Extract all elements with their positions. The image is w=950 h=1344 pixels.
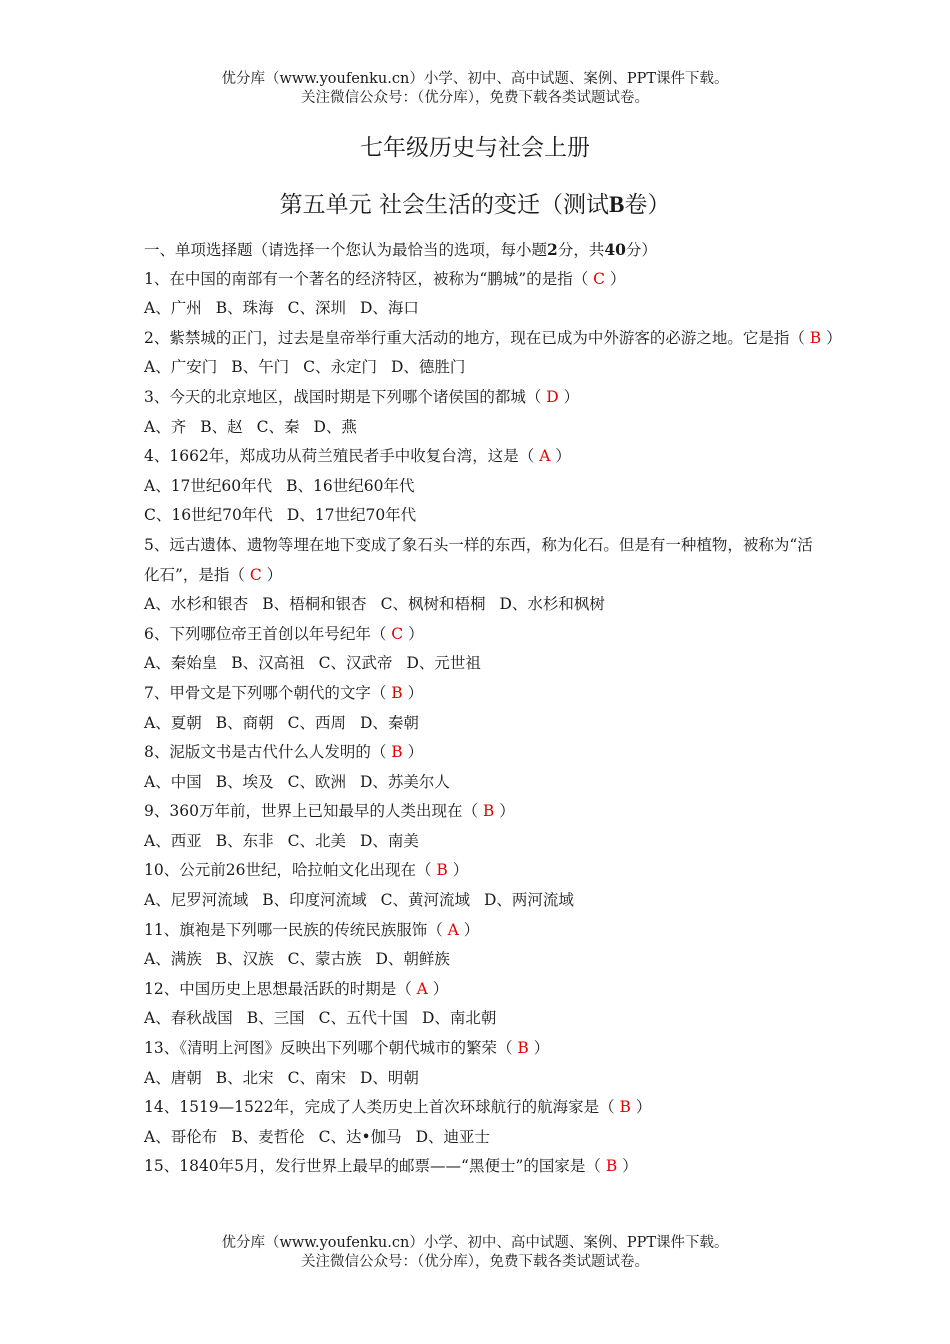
- option-4: D、南美: [359, 831, 419, 850]
- question-close: ）: [407, 743, 424, 762]
- document-title: 七年级历史与社会上册: [360, 135, 590, 161]
- footer-line-2: 关注微信公众号：（优分库），免费下载各类试题试卷。: [301, 1254, 649, 1270]
- option-3: C、达•伽马: [318, 1127, 402, 1146]
- question-close: ）: [266, 565, 283, 584]
- option-1: A、广安门: [144, 358, 218, 377]
- question-12: [144, 975, 814, 1005]
- option-3: C、枫树和梧桐: [380, 595, 486, 614]
- option-3: C、深圳: [287, 299, 346, 318]
- option-3: C、蒙古族: [287, 950, 362, 969]
- question-close: ）: [622, 1157, 638, 1176]
- header-line-1: 优分库（www.youfenku.cn）小学、初中、高中试题、案例、PPT课件下载。: [221, 71, 729, 87]
- options-line: [144, 709, 814, 739]
- question-4: [144, 442, 814, 472]
- page-footer: [0, 1234, 950, 1272]
- section-points: 2: [547, 240, 558, 259]
- question-6: [144, 620, 814, 650]
- question-answer: B: [614, 1098, 636, 1117]
- question-close: ）: [452, 861, 469, 880]
- question-7: [144, 679, 814, 709]
- option-1: A、广州: [144, 299, 202, 318]
- option-2: B、北宋: [215, 1068, 274, 1087]
- option-2: B、梧桐和银杏: [262, 595, 367, 614]
- options-line-2: [144, 501, 814, 531]
- question-text: 4、1662年，郑成功从荷兰殖民者手中收复台湾，这是（: [144, 447, 535, 466]
- section-prefix: 一、单项选择题（请选择一个您认为最恰当的选项，每小题: [144, 241, 548, 259]
- option-3: C、黄河流域: [380, 891, 470, 910]
- question-text: 5、远古遗体、遗物等埋在地下变成了象石头一样的东西，称为化石。但是有一种植物，被称为“活化石”，是指（: [144, 535, 813, 584]
- page-header: [0, 70, 950, 108]
- option-4: D、秦朝: [359, 713, 419, 732]
- option-2: B、印度河流域: [262, 891, 367, 910]
- question-close: ）: [635, 1098, 652, 1117]
- option-1: A、17世纪60年代: [144, 476, 273, 495]
- option-2: B、汉高祖: [231, 654, 305, 673]
- option-2: D、17世纪70年代: [286, 506, 417, 525]
- option-2: B、麦哲伦: [231, 1127, 305, 1146]
- option-4: D、水杉和枫树: [499, 595, 605, 614]
- question-11: [144, 916, 814, 946]
- question-close: ）: [609, 269, 626, 288]
- option-4: D、朝鲜族: [375, 950, 450, 969]
- option-1: A、秦始皇: [144, 654, 218, 673]
- question-close: ）: [407, 683, 424, 702]
- question-close: ）: [463, 920, 480, 939]
- option-3: C、南宋: [287, 1068, 346, 1087]
- option-3: C、西周: [287, 713, 346, 732]
- option-1: A、齐: [144, 417, 187, 436]
- options-line: [144, 886, 814, 916]
- options-line: [144, 353, 814, 383]
- question-5: [144, 531, 814, 590]
- option-2: B、赵: [200, 417, 243, 436]
- question-15: [144, 1152, 814, 1182]
- option-4: D、明朝: [359, 1068, 419, 1087]
- option-1: A、唐朝: [144, 1068, 202, 1087]
- document-subtitle: [0, 190, 950, 220]
- options-line: [144, 1123, 814, 1153]
- options-line: [144, 827, 814, 857]
- question-1: [144, 265, 814, 295]
- question-text: 13、《清明上河图》反映出下列哪个朝代城市的繁荣（: [144, 1039, 513, 1058]
- question-answer: C: [588, 269, 610, 288]
- option-2: B、午门: [231, 358, 290, 377]
- option-1: A、春秋战国: [144, 1009, 233, 1028]
- option-4: D、苏美尔人: [359, 772, 450, 791]
- question-text: 11、旗袍是下列哪一民族的传统民族服饰（: [144, 920, 443, 939]
- option-4: D、迪亚士: [415, 1127, 491, 1146]
- question-2: [144, 324, 842, 354]
- question-text: 10、公元前26世纪，哈拉帕文化出现在（: [144, 861, 432, 880]
- question-answer: A: [534, 447, 556, 466]
- options-line: [144, 472, 814, 502]
- subtitle-prefix: 第五单元 社会生活的变迁（测试: [279, 192, 609, 218]
- section-mid: 分，共: [557, 241, 605, 259]
- option-2: B、汉族: [215, 950, 274, 969]
- question-answer: A: [442, 920, 464, 939]
- option-2: B、16世纪60年代: [286, 476, 415, 495]
- section-heading: [144, 235, 814, 265]
- options-line: [144, 945, 814, 975]
- option-1: A、中国: [144, 772, 202, 791]
- option-1: A、尼罗河流域: [144, 891, 249, 910]
- option-3: C、五代十国: [318, 1009, 408, 1028]
- options-line: [144, 413, 814, 443]
- option-3: C、欧洲: [287, 772, 346, 791]
- question-answer: B: [386, 743, 408, 762]
- question-answer: D: [541, 387, 564, 406]
- question-14: [144, 1093, 814, 1123]
- question-close: ）: [826, 328, 842, 347]
- question-answer: B: [477, 802, 500, 821]
- question-answer: A: [411, 979, 433, 998]
- question-close: ）: [555, 447, 571, 466]
- subtitle-suffix: 卷）: [624, 192, 671, 218]
- question-answer: B: [431, 861, 453, 880]
- question-close: ）: [533, 1039, 550, 1058]
- option-2: B、埃及: [215, 772, 274, 791]
- option-1: A、夏朝: [144, 713, 202, 732]
- option-2: B、珠海: [215, 299, 274, 318]
- option-4: D、燕: [313, 417, 357, 436]
- section-suffix: 分）: [625, 241, 657, 259]
- question-text: 3、今天的北京地区，战国时期是下列哪个诸侯国的都城（: [144, 387, 542, 406]
- footer-line-1: 优分库（www.youfenku.cn）小学、初中、高中试题、案例、PPT课件下载。: [221, 1235, 729, 1251]
- option-3: C、北美: [287, 831, 346, 850]
- question-text: 6、下列哪位帝王首创以年号纪年（: [144, 624, 387, 643]
- option-3: C、永定门: [303, 358, 377, 377]
- option-2: B、东非: [215, 831, 274, 850]
- options-line: [144, 294, 814, 324]
- question-answer: B: [804, 328, 827, 347]
- question-text: 14、1519—1522年，完成了人类历史上首次环球航行的航海家是（: [144, 1098, 615, 1117]
- option-4: D、两河流域: [483, 891, 574, 910]
- section-total: 40: [604, 240, 626, 259]
- options-line: [144, 1064, 814, 1094]
- option-2: B、三国: [246, 1009, 305, 1028]
- question-close: ）: [499, 802, 515, 821]
- question-text: 1、在中国的南部有一个著名的经济特区，被称为“鹏城”的是指（: [144, 269, 589, 288]
- question-answer: B: [386, 683, 408, 702]
- question-9: [144, 797, 814, 827]
- option-1: C、16世纪70年代: [144, 506, 273, 525]
- option-3: C、汉武帝: [318, 654, 393, 673]
- question-answer: B: [512, 1039, 534, 1058]
- question-text: 7、甲骨文是下列哪个朝代的文字（: [144, 683, 387, 702]
- question-answer: B: [600, 1157, 623, 1176]
- question-close: ）: [408, 624, 424, 643]
- questions-container: [144, 265, 842, 1182]
- question-list: [144, 235, 842, 1182]
- question-3: [144, 383, 814, 413]
- question-8: [144, 738, 814, 768]
- options-line: [144, 590, 814, 620]
- option-4: D、南北朝: [421, 1009, 497, 1028]
- question-close: ）: [432, 979, 449, 998]
- question-10: [144, 856, 814, 886]
- option-4: D、元世祖: [406, 654, 481, 673]
- option-1: A、满族: [144, 950, 202, 969]
- header-line-2: 关注微信公众号：（优分库），免费下载各类试题试卷。: [301, 90, 649, 106]
- options-line: [144, 768, 814, 798]
- option-2: B、商朝: [215, 713, 274, 732]
- option-1: A、西亚: [144, 831, 202, 850]
- question-close: ）: [563, 387, 580, 406]
- question-13: [144, 1034, 814, 1064]
- option-4: D、海口: [359, 299, 419, 318]
- question-text: 8、泥版文书是古代什么人发明的（: [144, 743, 387, 762]
- question-text: 12、中国历史上思想最活跃的时期是（: [144, 979, 412, 998]
- question-answer: C: [386, 624, 409, 643]
- options-line: [144, 1004, 814, 1034]
- option-4: D、德胜门: [390, 358, 466, 377]
- question-text: 2、紫禁城的正门，过去是皇帝举行重大活动的地方，现在已成为中外游客的必游之地。它是指（: [144, 328, 805, 347]
- subtitle-bold: B: [608, 192, 625, 217]
- option-1: A、水杉和银杏: [144, 595, 249, 614]
- options-line: [144, 649, 814, 679]
- question-text: 15、1840年5月，发行世界上最早的邮票——“黑便士”的国家是（: [144, 1157, 601, 1176]
- option-1: A、哥伦布: [144, 1127, 218, 1146]
- option-3: C、秦: [256, 417, 300, 436]
- question-text: 9、360万年前，世界上已知最早的人类出现在（: [144, 802, 478, 821]
- question-answer: C: [244, 565, 267, 584]
